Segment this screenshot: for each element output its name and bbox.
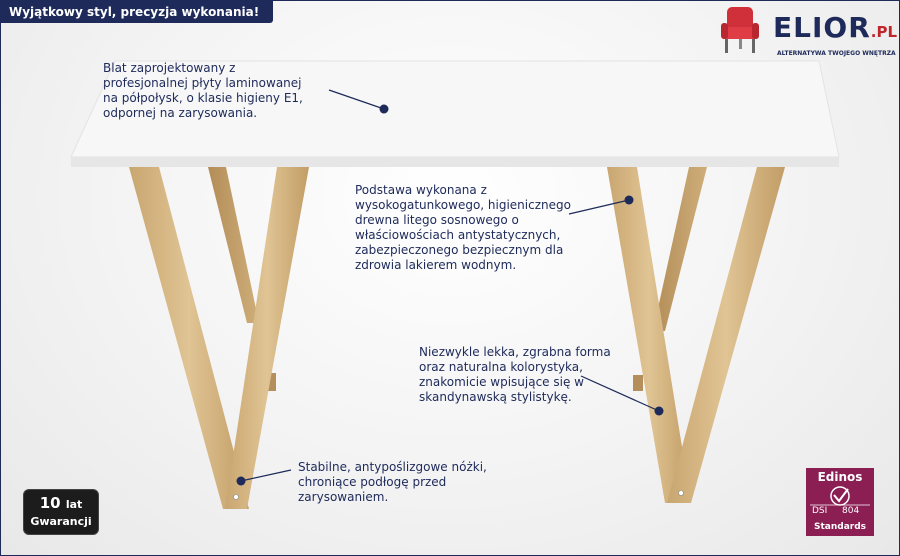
note-feet: Stabilne, antypoślizgowe nóżki, chroniące podłogę przed zarysowaniem.	[298, 460, 487, 504]
cert-brand: Edinos	[817, 470, 863, 484]
armchair-icon	[719, 5, 769, 59]
logo-wordmark: ELIOR.PL	[773, 11, 897, 44]
note-form: Niezwykle lekka, zgrabna forma oraz naturalna kolorystyka, znakomicie wpisujące się w skandynawską stylistykę.	[419, 345, 611, 404]
callout-dot-form	[655, 407, 664, 416]
warranty-number: 10	[39, 494, 61, 512]
rear-left-leg	[208, 167, 259, 323]
front-left-leg-inner	[225, 167, 309, 509]
slogan-banner: Wyjątkowy styl, precyzja wykonania!	[1, 1, 273, 23]
left-foot-pad	[234, 495, 239, 500]
callout-dot-feet	[237, 477, 246, 486]
brand-logo[interactable]	[719, 5, 897, 61]
logo-tagline: ALTERNATYWA TWOJEGO WNĘTRZA	[777, 50, 896, 57]
note-tabletop: Blat zaprojektowany z profesjonalnej płyty laminowanej na półpołysk, o klasie higieny E1, odpornej na zarysowania.	[103, 61, 303, 120]
rear-right-block	[633, 375, 643, 391]
warranty-unit: lat	[65, 498, 83, 511]
note-base: Podstawa wykonana z wysokogatunkowego, higienicznego drewna litego sosnowego o właściowościach antystatycznych, zabezpieczonego bezpiecznym dla zdrowia lakierem wodnym.	[355, 183, 571, 272]
tabletop-edge	[71, 157, 839, 167]
cert-dsi: DSI	[812, 506, 828, 516]
callout-dot-tabletop	[380, 105, 389, 114]
warranty-badge	[23, 489, 99, 535]
edinos-certificate-badge	[806, 468, 874, 536]
warranty-label: Gwarancji	[30, 515, 92, 528]
cert-code: 804	[842, 506, 860, 516]
cert-label: Standards	[813, 522, 867, 532]
checkmark-circle-icon	[806, 485, 874, 507]
rear-right-leg	[653, 167, 707, 331]
callout-dot-base	[625, 196, 634, 205]
right-foot-pad	[679, 491, 684, 496]
